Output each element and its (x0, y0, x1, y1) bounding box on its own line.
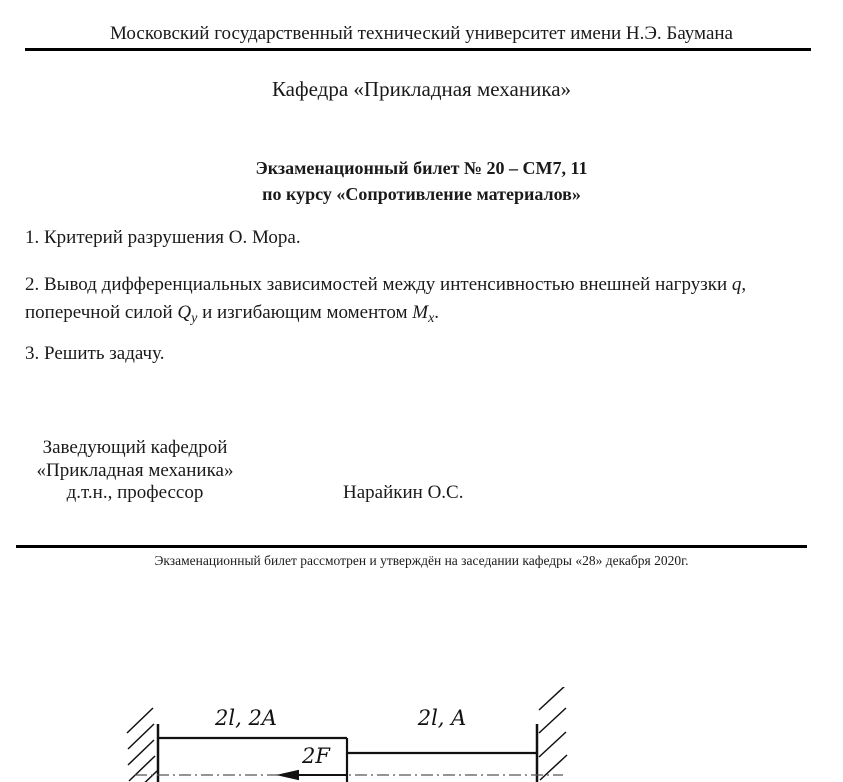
force-arrowhead (276, 770, 299, 780)
ticket-title (0, 155, 843, 207)
approval-note: Экзаменационный билет рассмотрен и утверждён на заседании кафедры «28» декабря 2020г. (154, 553, 689, 568)
signature-line2: «Прикладная механика» (36, 459, 234, 481)
question-1: 1. Критерий разрушения О. Мора. (25, 227, 301, 248)
question-2-text-c: и изгибающим моментом (197, 302, 413, 323)
ticket-title-line2: по курсу «Сопротивление материалов» (262, 184, 581, 204)
label-right-segment: 2l, A (417, 706, 467, 730)
label-left-segment: 2l, 2A (215, 706, 277, 730)
question-2-period: . (434, 302, 440, 323)
right-wall-hatching (539, 687, 567, 780)
math-symbol-M: M (412, 302, 429, 323)
question-2-text-a: 2. Вывод дифференциальных зависимостей между интенсивностью внешней нагрузки (25, 274, 732, 295)
problem-diagram (0, 687, 843, 782)
footer-rule (16, 545, 807, 548)
question-3: 3. Решить задачу. (25, 343, 165, 364)
signatory-name: Нарайкин О.С. (343, 482, 464, 503)
header-rule (25, 48, 811, 51)
signature-line3: д.т.н., профессор (66, 482, 204, 503)
question-2-comma: , (741, 274, 747, 295)
left-wall-hatching (127, 708, 157, 782)
university-header: Московский государственный технический университет имени Н.Э. Баумана (110, 23, 733, 44)
question-2-line1 (25, 271, 837, 299)
question-2-line2 (25, 299, 837, 333)
ticket-title-line1: Экзаменационный билет № 20 – СМ7, 11 (255, 158, 588, 178)
math-subscript-y: y (191, 311, 198, 326)
department-title: Кафедра «Прикладная механика» (271, 77, 572, 101)
question-2 (25, 271, 837, 333)
math-symbol-Q: Q (177, 302, 192, 323)
math-subscript-x: x (428, 311, 435, 326)
question-2-text-b: поперечной силой (25, 302, 178, 323)
signature-line1: Заведующий кафедрой (42, 437, 228, 458)
math-symbol-q: q (731, 274, 742, 295)
force-label: 2F (302, 744, 330, 768)
signature-block (28, 437, 242, 505)
